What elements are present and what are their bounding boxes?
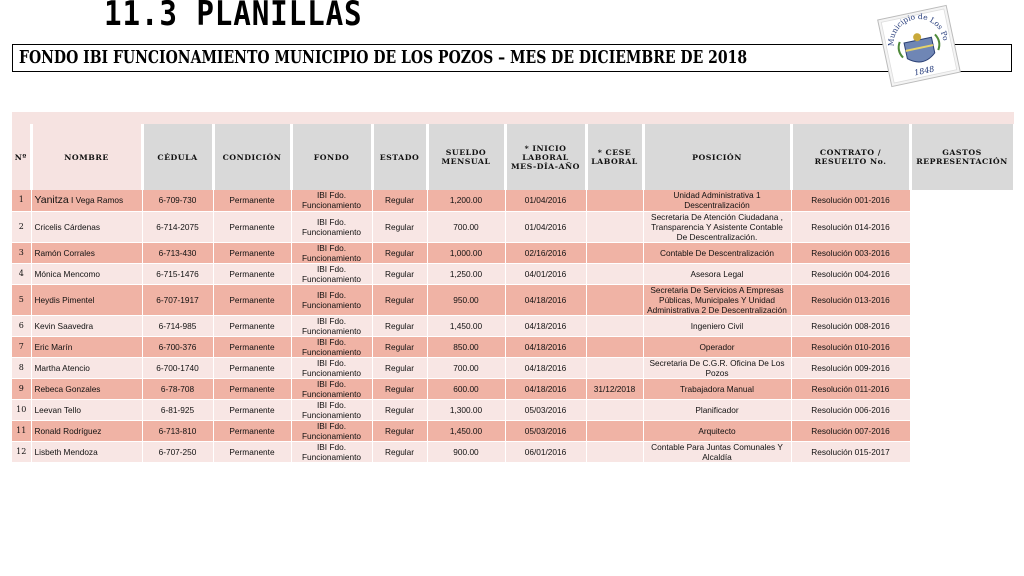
sueldo-cell: 950.00 <box>427 284 505 315</box>
employee-name-cell <box>31 263 142 284</box>
employee-name-text: Kevin Saavedra <box>34 320 94 331</box>
cedula-cell: 6-81-925 <box>142 399 213 420</box>
condicion-cell: Permanente <box>213 211 291 242</box>
cese-laboral-cell <box>586 242 643 263</box>
cese-laboral-cell: 31/12/2018 <box>586 378 643 399</box>
table-row <box>12 263 1014 284</box>
condicion-cell: Permanente <box>213 357 291 378</box>
cedula-cell: 6-715-1476 <box>142 263 213 284</box>
fondo-cell: IBI Fdo. Funcionamiento <box>291 378 372 399</box>
posicion-cell: Unidad Administrativa 1 Descentralización <box>643 190 791 211</box>
inicio-laboral-cell: 04/01/2016 <box>505 263 586 284</box>
posicion-cell: Arquitecto <box>643 420 791 441</box>
sueldo-cell: 1,450.00 <box>427 420 505 441</box>
posicion-cell: Asesora Legal <box>643 263 791 284</box>
sueldo-cell: 900.00 <box>427 441 505 462</box>
employee-name-cell <box>31 336 142 357</box>
posicion-cell: Trabajadora Manual <box>643 378 791 399</box>
condicion-cell: Permanente <box>213 263 291 284</box>
table-row <box>12 378 1014 399</box>
posicion-cell: Secretaria De Atención Ciudadana , Transparencia Y Asistente Contable De Descentralización. <box>643 211 791 242</box>
table-row <box>12 357 1014 378</box>
cedula-cell: 6-714-2075 <box>142 211 213 242</box>
condicion-cell: Permanente <box>213 441 291 462</box>
header-cese: * CESE LABORAL <box>586 124 643 190</box>
gastos-representacion-cell <box>910 315 1014 336</box>
estado-cell: Regular <box>372 441 427 462</box>
header-nombre: NOMBRE <box>31 124 142 190</box>
cedula-cell: 6-714-985 <box>142 315 213 336</box>
employee-name-cell <box>31 399 142 420</box>
table-row <box>12 420 1014 441</box>
fondo-cell: IBI Fdo. Funcionamiento <box>291 263 372 284</box>
table-header-band <box>12 112 1014 124</box>
contrato-cell: Resolución 008-2016 <box>791 315 910 336</box>
employee-name-text: Martha Atencio <box>34 362 90 373</box>
posicion-cell: Operador <box>643 336 791 357</box>
page-title: 11.3 PLANILLAS <box>104 0 363 34</box>
condicion-cell: Permanente <box>213 336 291 357</box>
condicion-cell: Permanente <box>213 420 291 441</box>
employee-name-cell <box>31 420 142 441</box>
row-number-cell: 1 <box>12 190 31 211</box>
table-row <box>12 211 1014 242</box>
contrato-cell: Resolución 011-2016 <box>791 378 910 399</box>
table-header-row <box>12 124 1014 190</box>
fondo-cell: IBI Fdo. Funcionamiento <box>291 336 372 357</box>
cedula-cell: 6-700-1740 <box>142 357 213 378</box>
header-num: Nº <box>12 124 31 190</box>
contrato-cell: Resolución 007-2016 <box>791 420 910 441</box>
employee-name-text: Ramón Corrales <box>34 247 95 258</box>
header-gastos: GASTOS REPRESENTACIÓN <box>910 124 1014 190</box>
estado-cell: Regular <box>372 242 427 263</box>
contrato-cell: Resolución 013-2016 <box>791 284 910 315</box>
inicio-laboral-cell: 05/03/2016 <box>505 420 586 441</box>
sueldo-cell: 600.00 <box>427 378 505 399</box>
seal-year: 1848 <box>913 64 936 78</box>
cedula-cell: 6-713-430 <box>142 242 213 263</box>
row-number-cell: 8 <box>12 357 31 378</box>
condicion-cell: Permanente <box>213 242 291 263</box>
cese-laboral-cell <box>586 336 643 357</box>
employee-name-text: Heydis Pimentel <box>34 294 95 305</box>
employee-name-text: Lisbeth Mendoza <box>34 446 98 457</box>
posicion-cell: Contable Para Juntas Comunales Y Alcaldía <box>643 441 791 462</box>
sueldo-cell: 1,450.00 <box>427 315 505 336</box>
row-number-cell: 6 <box>12 315 31 336</box>
row-number-cell: 7 <box>12 336 31 357</box>
gastos-representacion-cell <box>910 399 1014 420</box>
gastos-representacion-cell <box>910 242 1014 263</box>
table-row <box>12 336 1014 357</box>
contrato-cell: Resolución 003-2016 <box>791 242 910 263</box>
contrato-cell: Resolución 004-2016 <box>791 263 910 284</box>
posicion-cell: Secretaria De C.G.R. Oficina De Los Pozos <box>643 357 791 378</box>
row-number-cell: 11 <box>12 420 31 441</box>
header-condicion: CONDICIÓN <box>213 124 291 190</box>
estado-cell: Regular <box>372 315 427 336</box>
gastos-representacion-cell <box>910 190 1014 211</box>
inicio-laboral-cell: 01/04/2016 <box>505 211 586 242</box>
employee-name-cell <box>31 378 142 399</box>
estado-cell: Regular <box>372 211 427 242</box>
gastos-representacion-cell <box>910 420 1014 441</box>
cese-laboral-cell <box>586 263 643 284</box>
estado-cell: Regular <box>372 420 427 441</box>
contrato-cell: Resolución 009-2016 <box>791 357 910 378</box>
sueldo-cell: 700.00 <box>427 357 505 378</box>
cese-laboral-cell <box>586 315 643 336</box>
cedula-cell: 6-707-1917 <box>142 284 213 315</box>
row-number-cell: 10 <box>12 399 31 420</box>
subtitle: FONDO IBI FUNCIONAMIENTO MUNICIPIO DE LOS POZOS – MES DE DICIEMBRE DE 2018 <box>19 48 748 68</box>
sueldo-cell: 850.00 <box>427 336 505 357</box>
cedula-cell: 6-78-708 <box>142 378 213 399</box>
employee-name-text: Leevan Tello <box>34 404 81 415</box>
contrato-cell: Resolución 010-2016 <box>791 336 910 357</box>
posicion-cell: Contable De Descentralización <box>643 242 791 263</box>
posicion-cell: Planificador <box>643 399 791 420</box>
fondo-cell: IBI Fdo. Funcionamiento <box>291 242 372 263</box>
seal-text: Municipio de Los Pozos <box>886 11 951 47</box>
cese-laboral-cell <box>586 420 643 441</box>
contrato-cell: Resolución 014-2016 <box>791 211 910 242</box>
employee-name-cell <box>31 315 142 336</box>
contrato-cell: Resolución 015-2017 <box>791 441 910 462</box>
condicion-cell: Permanente <box>213 315 291 336</box>
fondo-cell: IBI Fdo. Funcionamiento <box>291 284 372 315</box>
row-number-cell: 5 <box>12 284 31 315</box>
table-row <box>12 441 1014 462</box>
employee-name-cell <box>31 284 142 315</box>
condicion-cell: Permanente <box>213 284 291 315</box>
header-cedula: CÉDULA <box>142 124 213 190</box>
fondo-cell: IBI Fdo. Funcionamiento <box>291 357 372 378</box>
header-inicio: * INICIO LABORAL MES-DÍA-AÑO <box>505 124 586 190</box>
gastos-representacion-cell <box>910 211 1014 242</box>
estado-cell: Regular <box>372 284 427 315</box>
employee-name-text: Mónica Mencomo <box>34 268 100 279</box>
inicio-laboral-cell: 01/04/2016 <box>505 190 586 211</box>
table-row <box>12 242 1014 263</box>
fondo-cell: IBI Fdo. Funcionamiento <box>291 399 372 420</box>
header-contrato: CONTRATO / RESUELTO No. <box>791 124 910 190</box>
row-number-cell: 2 <box>12 211 31 242</box>
fondo-cell: IBI Fdo. Funcionamiento <box>291 211 372 242</box>
cedula-cell: 6-707-250 <box>142 441 213 462</box>
inicio-laboral-cell: 04/18/2016 <box>505 378 586 399</box>
header-fondo: FONDO <box>291 124 372 190</box>
estado-cell: Regular <box>372 263 427 284</box>
table-row <box>12 190 1014 211</box>
sueldo-cell: 700.00 <box>427 211 505 242</box>
posicion-cell: Ingeniero Civil <box>643 315 791 336</box>
cese-laboral-cell <box>586 190 643 211</box>
employee-name-text: Cricelis Cárdenas <box>34 221 100 232</box>
employee-name-cell <box>31 242 142 263</box>
gastos-representacion-cell <box>910 378 1014 399</box>
row-number-cell: 3 <box>12 242 31 263</box>
inicio-laboral-cell: 06/01/2016 <box>505 441 586 462</box>
cese-laboral-cell <box>586 357 643 378</box>
inicio-laboral-cell: 02/16/2016 <box>505 242 586 263</box>
posicion-cell: Secretaria De Servicios A Empresas Públicas, Municipales Y Unidad Administrativa 2 De Descentralización <box>643 284 791 315</box>
subtitle-banner <box>12 44 1012 72</box>
municipal-seal-icon <box>874 4 964 88</box>
header-sueldo: SUELDO MENSUAL <box>427 124 505 190</box>
inicio-laboral-cell: 04/18/2016 <box>505 357 586 378</box>
gastos-representacion-cell <box>910 284 1014 315</box>
row-number-cell: 12 <box>12 441 31 462</box>
cedula-cell: 6-709-730 <box>142 190 213 211</box>
sueldo-cell: 1,250.00 <box>427 263 505 284</box>
cese-laboral-cell <box>586 441 643 462</box>
fondo-cell: IBI Fdo. Funcionamiento <box>291 441 372 462</box>
sueldo-cell: 1,000.00 <box>427 242 505 263</box>
payroll-table <box>12 124 1016 463</box>
inicio-laboral-cell: 04/18/2016 <box>505 336 586 357</box>
contrato-cell: Resolución 001-2016 <box>791 190 910 211</box>
estado-cell: Regular <box>372 336 427 357</box>
fondo-cell: IBI Fdo. Funcionamiento <box>291 420 372 441</box>
inicio-laboral-cell: 04/18/2016 <box>505 315 586 336</box>
header-posicion: POSICIÓN <box>643 124 791 190</box>
table-row <box>12 399 1014 420</box>
condicion-cell: Permanente <box>213 399 291 420</box>
row-number-cell: 4 <box>12 263 31 284</box>
cedula-cell: 6-713-810 <box>142 420 213 441</box>
sueldo-cell: 1,300.00 <box>427 399 505 420</box>
employee-name-text: I Vega Ramos <box>68 195 124 206</box>
employee-first-name: Yanitza <box>34 194 69 207</box>
employee-name-cell <box>31 190 142 211</box>
estado-cell: Regular <box>372 378 427 399</box>
estado-cell: Regular <box>372 190 427 211</box>
employee-name-cell <box>31 211 142 242</box>
table-row <box>12 284 1014 315</box>
cese-laboral-cell <box>586 399 643 420</box>
fondo-cell: IBI Fdo. Funcionamiento <box>291 190 372 211</box>
gastos-representacion-cell <box>910 336 1014 357</box>
row-number-cell: 9 <box>12 378 31 399</box>
gastos-representacion-cell <box>910 441 1014 462</box>
employee-name-text: Ronald Rodríguez <box>34 425 102 436</box>
table-row <box>12 315 1014 336</box>
cese-laboral-cell <box>586 284 643 315</box>
employee-name-text: Rebeca Gonzales <box>34 383 101 394</box>
employee-name-cell <box>31 441 142 462</box>
header-estado: ESTADO <box>372 124 427 190</box>
inicio-laboral-cell: 04/18/2016 <box>505 284 586 315</box>
contrato-cell: Resolución 006-2016 <box>791 399 910 420</box>
cese-laboral-cell <box>586 211 643 242</box>
estado-cell: Regular <box>372 399 427 420</box>
cedula-cell: 6-700-376 <box>142 336 213 357</box>
condicion-cell: Permanente <box>213 378 291 399</box>
condicion-cell: Permanente <box>213 190 291 211</box>
inicio-laboral-cell: 05/03/2016 <box>505 399 586 420</box>
sueldo-cell: 1,200.00 <box>427 190 505 211</box>
fondo-cell: IBI Fdo. Funcionamiento <box>291 315 372 336</box>
employee-name-text: Eric Marín <box>34 341 73 352</box>
estado-cell: Regular <box>372 357 427 378</box>
gastos-representacion-cell <box>910 263 1014 284</box>
gastos-representacion-cell <box>910 357 1014 378</box>
employee-name-cell <box>31 357 142 378</box>
